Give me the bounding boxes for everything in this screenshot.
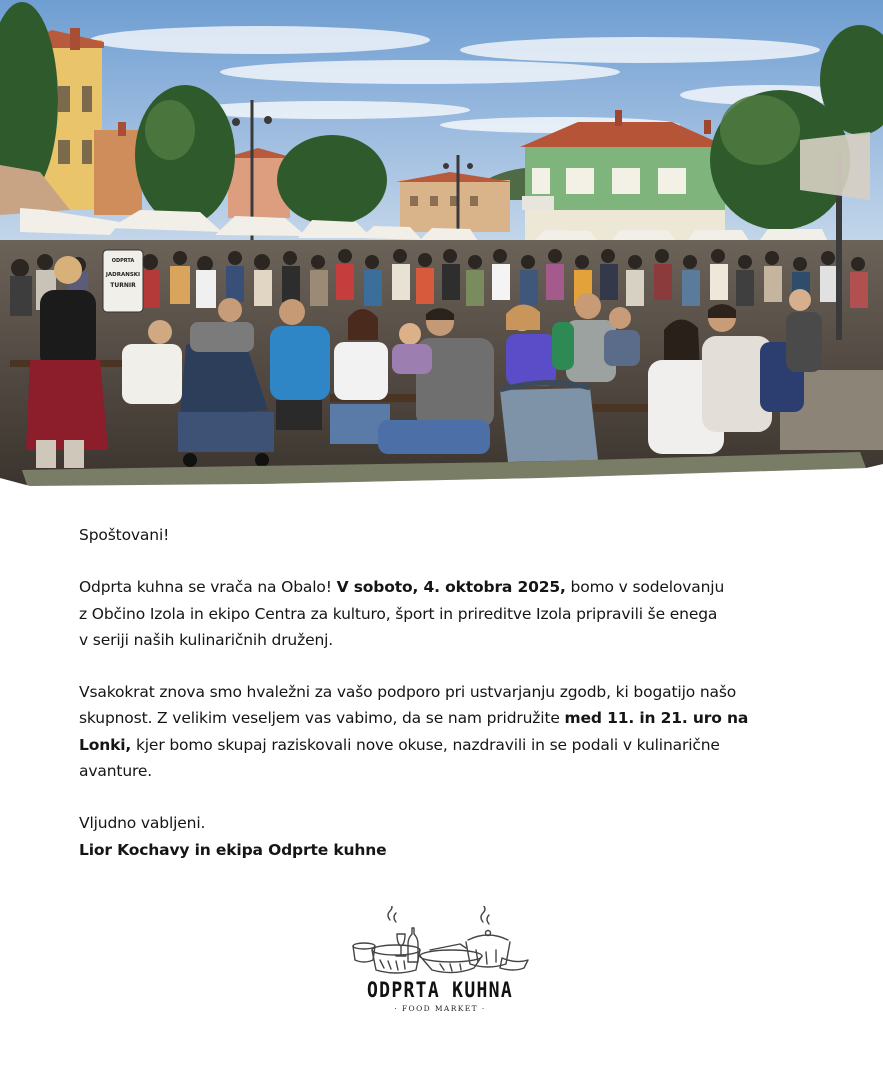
- invitation-line1: Vsakokrat znova smo hvaležni za vašo podporo pri ustvarjanju zgodb, ki bogatijo našo: [79, 683, 737, 702]
- hero-photo: [0, 0, 883, 492]
- invitation-line3: kjer bomo skupaj raziskovali nove okuse, nazdravili in se podali v kulinarične: [131, 735, 720, 754]
- announcement-line2: z Občino Izola in ekipo Centra za kulturo, šport in prireditve Izola pripravili še enega: [79, 604, 718, 623]
- sign-line-1: ODPRTA: [111, 258, 135, 264]
- pots-and-pans-illustration-icon: [350, 906, 530, 974]
- greeting: Spoštovani!: [79, 526, 170, 544]
- tournament-sign: [103, 250, 143, 312]
- paragraph-announcement: [79, 574, 769, 653]
- odprta-kuhna-logo: [340, 906, 540, 1036]
- event-place: Lonki,: [79, 735, 132, 754]
- market-crowd-illustration: [0, 0, 883, 492]
- invitation-line2: skupnost. Z velikim veseljem vas vabimo, da se nam pridružite: [79, 709, 565, 728]
- closing: Vljudno vabljeni.: [79, 814, 206, 833]
- announcement-intro: Odprta kuhna se vrača na Obalo!: [79, 578, 337, 597]
- brand-subtitle: · FOOD MARKET ·: [394, 1004, 486, 1013]
- announcement-line1-rest: bomo v sodelovanju: [565, 578, 725, 597]
- event-date: V soboto, 4. oktobra 2025,: [336, 578, 566, 597]
- paragraph-invitation: [79, 679, 769, 784]
- sign-line-2: JADRANSKI: [105, 272, 141, 278]
- brand-name: ODPRTA KUHNA: [367, 978, 513, 1002]
- announcement-line3: v seriji naših kulinaričnih druženj.: [79, 630, 334, 649]
- signature: Lior Kochavy in ekipa Odprte kuhne: [79, 840, 387, 859]
- sign-line-3: TURNIR: [110, 282, 136, 289]
- event-time: med 11. in 21. uro na: [564, 709, 749, 728]
- invitation-line4: avanture.: [79, 762, 153, 781]
- invitation-letter: [79, 522, 769, 863]
